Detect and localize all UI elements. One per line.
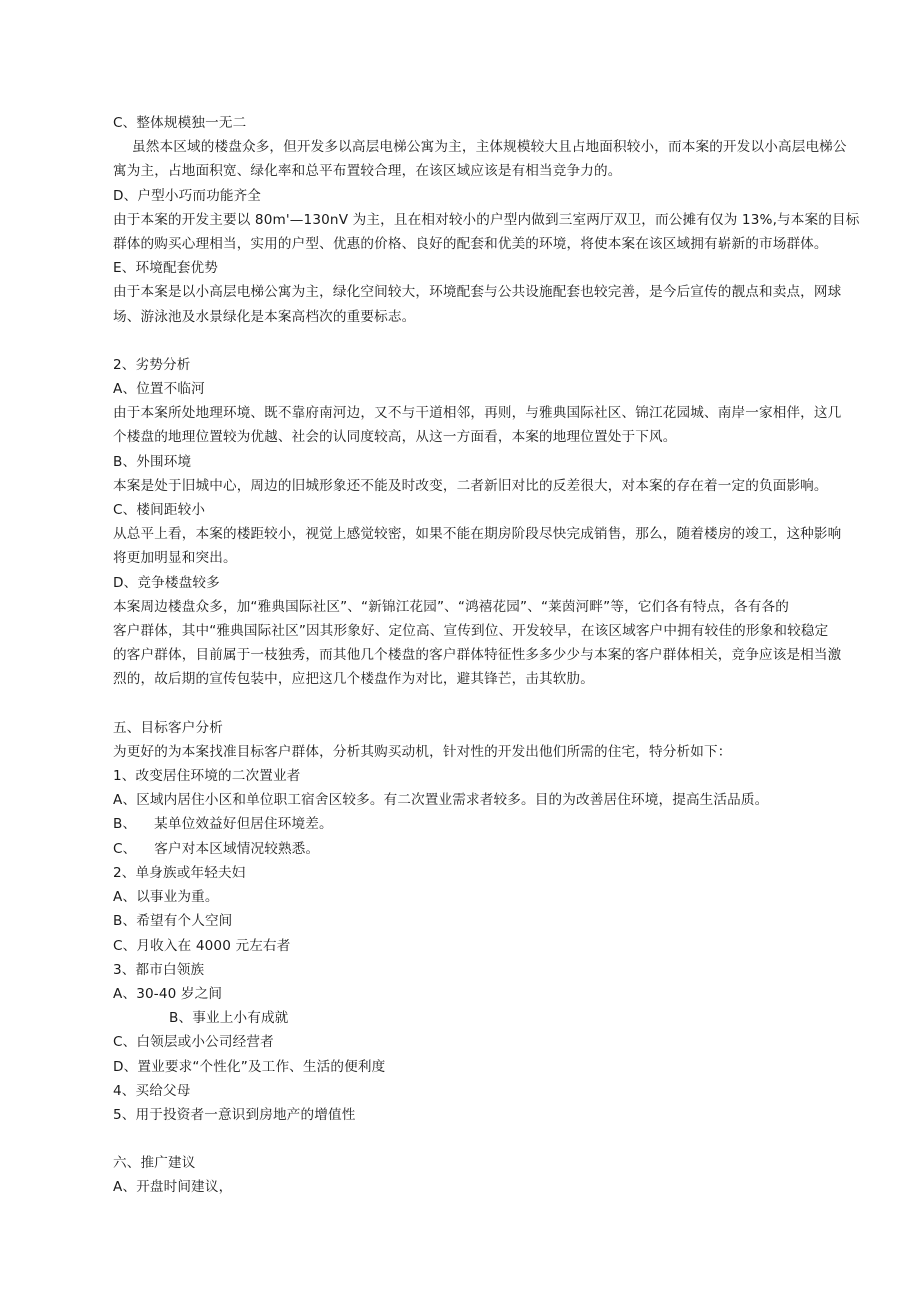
list-item: C、白领层或小公司经营者	[113, 1034, 274, 1051]
paragraph-line: 从总平上看，本案的楼距较小，视觉上感觉较密，如果不能在期房阶段尽快完成销售，那么，随着楼房的竣工，这种影响	[113, 526, 842, 543]
paragraph-line: 为更好的为本案找准目标客户群体，分析其购买动机，针对性的开发出他们所需的住宅，特分析如下：	[113, 743, 732, 760]
list-heading: 3、都市白领族	[113, 961, 205, 978]
section-heading: D、户型小巧而功能齐全	[113, 187, 262, 204]
list-item: A、30-40 岁之间	[113, 985, 223, 1002]
list-heading: 2、单身族或年轻夫妇	[113, 864, 246, 881]
chapter-heading: 五、目标客户分析	[113, 719, 223, 736]
paragraph-line: 本案周边楼盘众多，加“雅典国际社区”、“新锦江花园”、“鸿禧花园”、“莱茵河畔”等，它们各有特点，各有各的	[113, 598, 790, 615]
spacer	[113, 692, 813, 716]
spacer	[113, 329, 813, 353]
list-heading: 4、买给父母	[113, 1082, 191, 1099]
list-item: C、 客户对本区域情况较熟悉。	[113, 840, 320, 857]
list-item: D、置业要求“个性化”及工作、生活的便利度	[113, 1058, 386, 1075]
list-item: B、 某单位效益好但居住环境差。	[113, 816, 333, 833]
paragraph-line: 客户群体，其中“雅典国际社区”因其形象好、定位高、宣传到位、开发较早，在该区域客户中拥有较佳的形象和较稳定	[113, 623, 829, 640]
section-heading: E、环境配套优势	[113, 260, 218, 277]
spacer	[113, 1127, 813, 1151]
list-item: A、以事业为重。	[113, 889, 219, 906]
paragraph-line: 由于本案的开发主要以 80m'—130nV 为主，且在相对较小的户型内做到三室两厅双卫，而公摊有仅为 13%,与本案的目标	[113, 211, 860, 228]
section-heading: 2、劣势分析	[113, 356, 191, 373]
list-item: A、区域内居住小区和单位职工宿舍区较多。有二次置业需求者较多。目的为改善居住环境，提高生活品质。	[113, 792, 769, 809]
paragraph-line: 由于本案所处地理环境、既不靠府南河边，又不与干道相邻，再则，与雅典国际社区、锦江花园城、南岸一家相伴，这几	[113, 405, 842, 422]
chapter-heading: 六、推广建议	[113, 1155, 196, 1172]
paragraph-line: 群体的购买心理相当，实用的户型、优惠的价格、良好的配套和优美的环境，将使本案在该区域拥有崭新的市场群体。	[113, 236, 828, 253]
list-item: B、事业上小有成就	[169, 1010, 289, 1027]
paragraph-line: 场、游泳池及水景绿化是本案高档次的重要标志。	[113, 308, 416, 325]
paragraph-line: 本案是处于旧城中心，周边的旧城形象还不能及时改变，二者新旧对比的反差很大，对本案的存在着一定的负面影响。	[113, 477, 828, 494]
paragraph-line: 由于本案是以小高层电梯公寓为主，绿化空间较大，环境配套与公共设施配套也较完善，是今后宣传的靓点和卖点，网球	[113, 284, 842, 301]
section-heading: C、整体规模独一无二	[113, 115, 247, 131]
document-page	[113, 111, 860, 1200]
paragraph-line: 的客户群体，目前属于一枝独秀，而其他几个楼盘的客户群体特征性多多少少与本案的客户群体相关，竞争应该是相当激	[113, 647, 842, 664]
subsection-heading: C、楼间距较小	[113, 502, 206, 519]
list-item: B、希望有个人空间	[113, 913, 233, 930]
subsection-heading: A、位置不临河	[113, 381, 205, 398]
subsection-heading: B、外围环境	[113, 453, 192, 470]
list-item: A、开盘时间建议，	[113, 1179, 233, 1196]
paragraph-line: 烈的，故后期的宣传包装中，应把这几个楼盘作为对比，避其锋芒，击其软肋。	[113, 671, 595, 688]
paragraph-line: 个楼盘的地理位置较为优越、社会的认同度较高，从这一方面看，本案的地理位置处于下风。	[113, 429, 677, 446]
list-item: C、月收入在 4000 元左右者	[113, 937, 291, 954]
list-heading: 1、改变居住环境的二次置业者	[113, 768, 301, 785]
paragraph-line: 将更加明显和突出。	[113, 550, 237, 567]
paragraph-line: 虽然本区域的楼盘众多，但开发多以高层电梯公寓为主，主体规模较大且占地面积较小，而本案的开发以小高层电梯公	[132, 139, 847, 156]
subsection-heading: D、竞争楼盘较多	[113, 574, 220, 591]
paragraph-line: 寓为主，占地面积宽、绿化率和总平布置较合理，在该区域应该是有相当竞争力的。	[113, 163, 622, 180]
list-heading: 5、用于投资者一意识到房地产的增值性	[113, 1106, 356, 1123]
